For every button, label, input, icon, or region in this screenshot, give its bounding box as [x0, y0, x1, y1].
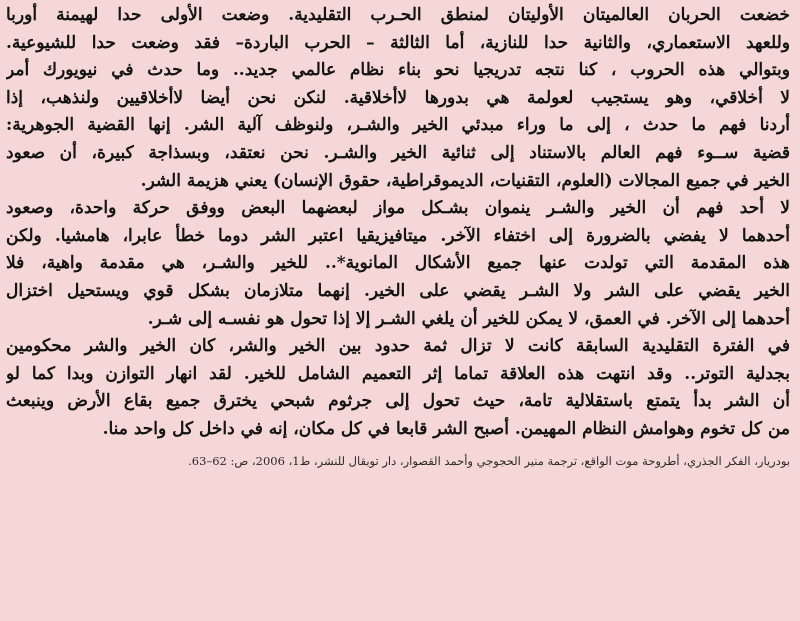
text-line: أحدهما إلى الآخر. في العمق، لا يمكن للخير أن يلغي الشـر إلا إذا تحول هو نفسـه إلى شـر. [147, 308, 790, 329]
text-line: أردنا فهم ما حدث ، إلى ما وراء مبدئي الخير والشـر، ولنوظف آلية الشر. إنها القضية الجوهرية: [6, 115, 790, 136]
text-line: بجدلية التوتر.. وقد انتهت هذه العلاقة تماما إثر التعميم الشامل للخير. لقد انهار التوازن وبدا كما لو [6, 363, 790, 384]
text-line: خضعت الحربان العالميتان الأوليتان لمنطق الحـرب التقليدية. وضعت الأولى حدا لهيمنة أوربا [6, 5, 790, 25]
text-line: أحدهما لا يفضي بالضرورة إلى اختفاء الآخر. ميتافيزيقيا اعتبر الشر دوما خطأ عابرا، هامشيا. ولكن [6, 225, 790, 246]
text-line: الخير في جميع المجالات (العلوم، التقنيات، الديموقراطية، حقوق الإنسان) يعني هزيمة الشر. [140, 170, 790, 191]
text-line: الخير يقضي على الشر ولا الشـر يقضي على الخير. إنهما متلازمان بشكل قوي ويستحيل اختزال [6, 280, 790, 301]
text-line: في الفترة التقليدية السابقة كانت لا تزال ثمة حدود بين الخير والشر، كان الخير والشر محكومين [6, 336, 790, 357]
text-line: لا أخلاقي، وهو يستجيب لعولمة هي بدورها لاأخلاقية. لنكن نحن أيضا لاأخلاقيين ولنذهب، إذا [6, 87, 790, 108]
text-line: لا أحد فهم أن الخير والشـر ينموان بشـكل مواز لبعضهما البعض ووفق حركة واحدة، وصعود [6, 198, 790, 219]
text-line: هذه المقدمة التي تولدت عنها جميع الأشكال المانوية*.. للخير والشـر، هي مقدمة واهية، فلا [6, 253, 790, 274]
text-line: أن الشر بدأ يتمتع باستقلالية تامة، حيث تحول إلى جرثوم شبحي يخترق جميع بقاع الأرض وينبعث [6, 391, 790, 412]
footnote: بودريار، الفكر الجذري، أطروحة موت الواقع، ترجمة منير الحجوجي وأحمد القصوار، دار توبقال للنشر، ط1، 2006، ص: 62–63. [188, 453, 790, 468]
text-line: وبتوالي هذه الحروب ، كنا نتجه تدريجيا نحو بناء نظام عالمي جديد.. وما حدث في نيويورك أمر [6, 60, 790, 81]
paragraph-2 [6, 195, 790, 333]
text-line: من كل تخوم وهوامش النظام المهيمن. أصبح الشر قابعا في كل مكان، إنه في داخل كل واحد منا. [102, 418, 790, 439]
text-line: قضية ســوء فهم العالم بالاستناد إلى ثنائية الخير والشـر. نحن نعتقد، وبسذاجة كبيرة، أن صعود [6, 142, 790, 163]
paragraph-3 [6, 333, 790, 443]
text-line: وللعهد الاستعماري، والثانية حدا للنازية، أما الثالثة – الحرب الباردة– فقد وضعت حدا للشيوعية. [6, 32, 790, 53]
paragraph-1 [6, 2, 790, 195]
